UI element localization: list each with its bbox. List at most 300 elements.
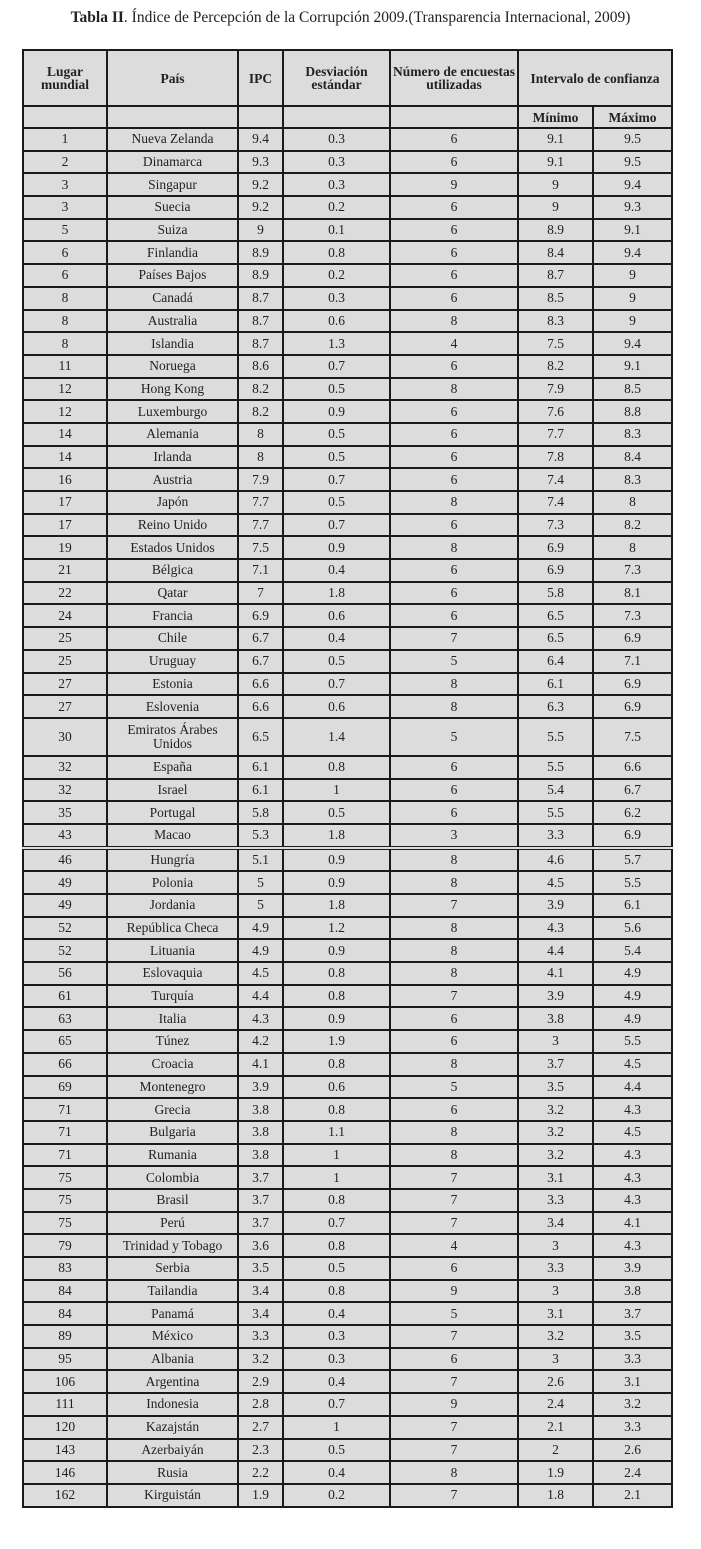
rank-cell: 146 xyxy=(23,1461,107,1484)
country-cell: Azerbaiyán xyxy=(107,1439,238,1462)
sd-cell: 0.5 xyxy=(283,801,390,824)
table-row xyxy=(23,894,672,917)
table-row xyxy=(23,514,672,537)
rank-cell: 162 xyxy=(23,1484,107,1507)
surveys-cell: 7 xyxy=(390,1212,518,1235)
sd-cell: 0.5 xyxy=(283,1439,390,1462)
ipc-cell: 6.1 xyxy=(238,756,283,779)
sd-cell: 0.6 xyxy=(283,695,390,718)
ipc-cell: 6.6 xyxy=(238,673,283,696)
sd-cell: 0.5 xyxy=(283,650,390,673)
max-cell: 3.9 xyxy=(593,1257,672,1280)
rank-cell: 6 xyxy=(23,264,107,287)
table-row xyxy=(23,1098,672,1121)
max-cell: 9 xyxy=(593,287,672,310)
min-cell: 7.4 xyxy=(518,491,593,514)
rank-cell: 61 xyxy=(23,985,107,1008)
rank-cell: 19 xyxy=(23,536,107,559)
table-row xyxy=(23,423,672,446)
rank-cell: 22 xyxy=(23,582,107,605)
min-cell: 5.5 xyxy=(518,756,593,779)
surveys-cell: 5 xyxy=(390,1076,518,1099)
rank-cell: 69 xyxy=(23,1076,107,1099)
table-row xyxy=(23,848,672,872)
table-row xyxy=(23,128,672,151)
min-cell: 6.4 xyxy=(518,650,593,673)
ipc-cell: 7.7 xyxy=(238,514,283,537)
min-cell: 3.5 xyxy=(518,1076,593,1099)
country-cell: Turquía xyxy=(107,985,238,1008)
surveys-cell: 7 xyxy=(390,894,518,917)
min-cell: 6.9 xyxy=(518,559,593,582)
country-cell: Finlandia xyxy=(107,241,238,264)
rank-cell: 89 xyxy=(23,1325,107,1348)
ipc-cell: 4.2 xyxy=(238,1030,283,1053)
rank-cell: 71 xyxy=(23,1144,107,1167)
max-cell: 2.1 xyxy=(593,1484,672,1507)
ipc-cell: 3.8 xyxy=(238,1121,283,1144)
sd-cell: 0.4 xyxy=(283,1461,390,1484)
sd-cell: 0.9 xyxy=(283,848,390,872)
min-cell: 7.7 xyxy=(518,423,593,446)
table-row xyxy=(23,1302,672,1325)
ipc-cell: 6.7 xyxy=(238,627,283,650)
header-empty xyxy=(390,106,518,128)
min-cell: 6.9 xyxy=(518,536,593,559)
surveys-cell: 7 xyxy=(390,627,518,650)
max-cell: 6.2 xyxy=(593,801,672,824)
ipc-cell: 8 xyxy=(238,446,283,469)
ipc-cell: 2.8 xyxy=(238,1393,283,1416)
rank-cell: 1 xyxy=(23,128,107,151)
sd-cell: 0.5 xyxy=(283,423,390,446)
table-row xyxy=(23,1212,672,1235)
header-empty xyxy=(23,106,107,128)
table-row xyxy=(23,1280,672,1303)
max-cell: 2.4 xyxy=(593,1461,672,1484)
ipc-cell: 5.8 xyxy=(238,801,283,824)
min-cell: 3 xyxy=(518,1348,593,1371)
max-cell: 8.5 xyxy=(593,378,672,401)
surveys-cell: 6 xyxy=(390,287,518,310)
ipc-cell: 2.2 xyxy=(238,1461,283,1484)
country-cell: Eslovenia xyxy=(107,695,238,718)
surveys-cell: 6 xyxy=(390,423,518,446)
min-cell: 8.2 xyxy=(518,355,593,378)
rank-cell: 49 xyxy=(23,871,107,894)
sd-cell: 0.1 xyxy=(283,219,390,242)
surveys-cell: 9 xyxy=(390,173,518,196)
min-cell: 5.4 xyxy=(518,779,593,802)
country-cell: República Checa xyxy=(107,917,238,940)
table-row xyxy=(23,1121,672,1144)
min-cell: 3 xyxy=(518,1234,593,1257)
surveys-cell: 6 xyxy=(390,219,518,242)
sd-cell: 0.4 xyxy=(283,1302,390,1325)
ipc-cell: 4.4 xyxy=(238,985,283,1008)
country-cell: Trinidad y Tobago xyxy=(107,1234,238,1257)
sd-cell: 0.8 xyxy=(283,241,390,264)
surveys-cell: 9 xyxy=(390,1280,518,1303)
rank-cell: 52 xyxy=(23,917,107,940)
sd-cell: 0.5 xyxy=(283,378,390,401)
table-row xyxy=(23,1484,672,1507)
max-cell: 5.7 xyxy=(593,848,672,872)
table-row xyxy=(23,1393,672,1416)
max-cell: 9 xyxy=(593,264,672,287)
table-row xyxy=(23,917,672,940)
rank-cell: 27 xyxy=(23,673,107,696)
table-row xyxy=(23,1257,672,1280)
min-cell: 3.1 xyxy=(518,1166,593,1189)
surveys-cell: 8 xyxy=(390,1053,518,1076)
table-row xyxy=(23,536,672,559)
sd-cell: 1.8 xyxy=(283,894,390,917)
max-cell: 4.3 xyxy=(593,1166,672,1189)
min-cell: 9.1 xyxy=(518,151,593,174)
table-row xyxy=(23,1053,672,1076)
max-cell: 8.2 xyxy=(593,514,672,537)
sd-cell: 0.6 xyxy=(283,604,390,627)
min-cell: 8.3 xyxy=(518,310,593,333)
surveys-cell: 6 xyxy=(390,559,518,582)
min-cell: 8.4 xyxy=(518,241,593,264)
rank-cell: 25 xyxy=(23,650,107,673)
sd-cell: 0.7 xyxy=(283,468,390,491)
max-cell: 6.9 xyxy=(593,673,672,696)
rank-cell: 2 xyxy=(23,151,107,174)
country-cell: España xyxy=(107,756,238,779)
surveys-cell: 6 xyxy=(390,801,518,824)
rank-cell: 75 xyxy=(23,1166,107,1189)
min-cell: 3.7 xyxy=(518,1053,593,1076)
rank-cell: 5 xyxy=(23,219,107,242)
min-cell: 3.9 xyxy=(518,985,593,1008)
ipc-cell: 6.9 xyxy=(238,604,283,627)
sd-cell: 1 xyxy=(283,1144,390,1167)
rank-cell: 75 xyxy=(23,1212,107,1235)
max-cell: 9.1 xyxy=(593,219,672,242)
rank-cell: 65 xyxy=(23,1030,107,1053)
sd-cell: 0.5 xyxy=(283,446,390,469)
country-cell: Emiratos Árabes Unidos xyxy=(107,718,238,756)
table-row xyxy=(23,1416,672,1439)
min-cell: 5.8 xyxy=(518,582,593,605)
ipc-cell: 2.9 xyxy=(238,1370,283,1393)
sd-cell: 0.9 xyxy=(283,1007,390,1030)
max-cell: 9.5 xyxy=(593,151,672,174)
min-cell: 3.9 xyxy=(518,894,593,917)
rank-cell: 3 xyxy=(23,196,107,219)
table-row xyxy=(23,151,672,174)
country-cell: Luxemburgo xyxy=(107,400,238,423)
surveys-cell: 7 xyxy=(390,1189,518,1212)
sd-cell: 0.2 xyxy=(283,196,390,219)
max-cell: 3.8 xyxy=(593,1280,672,1303)
surveys-cell: 6 xyxy=(390,582,518,605)
sd-cell: 0.3 xyxy=(283,1348,390,1371)
table-row xyxy=(23,468,672,491)
max-cell: 6.7 xyxy=(593,779,672,802)
table-row xyxy=(23,582,672,605)
surveys-cell: 6 xyxy=(390,400,518,423)
surveys-cell: 6 xyxy=(390,151,518,174)
country-cell: Uruguay xyxy=(107,650,238,673)
max-cell: 4.5 xyxy=(593,1053,672,1076)
max-cell: 7.1 xyxy=(593,650,672,673)
sd-cell: 0.6 xyxy=(283,310,390,333)
table-row xyxy=(23,173,672,196)
sd-cell: 1 xyxy=(283,779,390,802)
surveys-cell: 8 xyxy=(390,378,518,401)
sd-cell: 0.9 xyxy=(283,536,390,559)
table-row xyxy=(23,1234,672,1257)
rank-cell: 56 xyxy=(23,962,107,985)
rank-cell: 30 xyxy=(23,718,107,756)
max-cell: 9.4 xyxy=(593,241,672,264)
table-row xyxy=(23,287,672,310)
min-cell: 3.2 xyxy=(518,1144,593,1167)
ipc-cell: 6.6 xyxy=(238,695,283,718)
sd-cell: 1.8 xyxy=(283,582,390,605)
ipc-cell: 8.9 xyxy=(238,264,283,287)
sd-cell: 1.9 xyxy=(283,1030,390,1053)
sd-cell: 1.8 xyxy=(283,824,390,848)
header-ipc: IPC xyxy=(238,50,283,106)
min-cell: 7.8 xyxy=(518,446,593,469)
table-row xyxy=(23,400,672,423)
rank-cell: 8 xyxy=(23,310,107,333)
min-cell: 9 xyxy=(518,196,593,219)
rank-cell: 35 xyxy=(23,801,107,824)
max-cell: 8.8 xyxy=(593,400,672,423)
max-cell: 3.3 xyxy=(593,1348,672,1371)
min-cell: 7.6 xyxy=(518,400,593,423)
max-cell: 6.9 xyxy=(593,695,672,718)
sd-cell: 0.5 xyxy=(283,1257,390,1280)
max-cell: 4.3 xyxy=(593,1189,672,1212)
ipc-cell: 8.7 xyxy=(238,310,283,333)
country-cell: Italia xyxy=(107,1007,238,1030)
rank-cell: 52 xyxy=(23,939,107,962)
sd-cell: 0.4 xyxy=(283,1370,390,1393)
surveys-cell: 7 xyxy=(390,1416,518,1439)
table-row xyxy=(23,241,672,264)
max-cell: 3.5 xyxy=(593,1325,672,1348)
header-sd: Desviación estándar xyxy=(283,50,390,106)
country-cell: Macao xyxy=(107,824,238,848)
surveys-cell: 8 xyxy=(390,536,518,559)
table-caption xyxy=(0,9,701,27)
max-cell: 3.3 xyxy=(593,1416,672,1439)
rank-cell: 83 xyxy=(23,1257,107,1280)
surveys-cell: 8 xyxy=(390,1461,518,1484)
rank-cell: 95 xyxy=(23,1348,107,1371)
surveys-cell: 8 xyxy=(390,848,518,872)
ipc-cell: 7.7 xyxy=(238,491,283,514)
rank-cell: 71 xyxy=(23,1098,107,1121)
country-cell: Lituania xyxy=(107,939,238,962)
max-cell: 8.3 xyxy=(593,468,672,491)
ipc-cell: 5 xyxy=(238,894,283,917)
max-cell: 8 xyxy=(593,536,672,559)
table-row xyxy=(23,491,672,514)
min-cell: 1.9 xyxy=(518,1461,593,1484)
max-cell: 4.3 xyxy=(593,1144,672,1167)
min-cell: 6.1 xyxy=(518,673,593,696)
table-row xyxy=(23,962,672,985)
table-row xyxy=(23,1461,672,1484)
min-cell: 7.5 xyxy=(518,332,593,355)
surveys-cell: 6 xyxy=(390,241,518,264)
country-cell: Dinamarca xyxy=(107,151,238,174)
max-cell: 3.1 xyxy=(593,1370,672,1393)
ipc-cell: 9.2 xyxy=(238,196,283,219)
max-cell: 9.4 xyxy=(593,332,672,355)
sd-cell: 0.9 xyxy=(283,400,390,423)
table-row xyxy=(23,1439,672,1462)
surveys-cell: 5 xyxy=(390,650,518,673)
rank-cell: 17 xyxy=(23,514,107,537)
rank-cell: 8 xyxy=(23,287,107,310)
max-cell: 7.3 xyxy=(593,559,672,582)
country-cell: Tailandia xyxy=(107,1280,238,1303)
ipc-cell: 4.9 xyxy=(238,939,283,962)
country-cell: Grecia xyxy=(107,1098,238,1121)
rank-cell: 32 xyxy=(23,756,107,779)
rank-cell: 24 xyxy=(23,604,107,627)
rank-cell: 3 xyxy=(23,173,107,196)
sd-cell: 0.4 xyxy=(283,627,390,650)
min-cell: 4.5 xyxy=(518,871,593,894)
header-empty xyxy=(283,106,390,128)
sd-cell: 0.2 xyxy=(283,264,390,287)
sd-cell: 0.7 xyxy=(283,1212,390,1235)
max-cell: 7.3 xyxy=(593,604,672,627)
country-cell: Indonesia xyxy=(107,1393,238,1416)
ipc-cell: 2.3 xyxy=(238,1439,283,1462)
ipc-cell: 3.8 xyxy=(238,1144,283,1167)
country-cell: Kazajstán xyxy=(107,1416,238,1439)
surveys-cell: 6 xyxy=(390,128,518,151)
country-cell: Montenegro xyxy=(107,1076,238,1099)
sd-cell: 0.9 xyxy=(283,871,390,894)
country-cell: Panamá xyxy=(107,1302,238,1325)
max-cell: 5.5 xyxy=(593,1030,672,1053)
min-cell: 3.3 xyxy=(518,1257,593,1280)
rank-cell: 66 xyxy=(23,1053,107,1076)
max-cell: 4.5 xyxy=(593,1121,672,1144)
sd-cell: 0.4 xyxy=(283,559,390,582)
surveys-cell: 4 xyxy=(390,1234,518,1257)
country-cell: Rusia xyxy=(107,1461,238,1484)
country-cell: Suiza xyxy=(107,219,238,242)
min-cell: 8.5 xyxy=(518,287,593,310)
surveys-cell: 6 xyxy=(390,446,518,469)
surveys-cell: 6 xyxy=(390,264,518,287)
sd-cell: 1 xyxy=(283,1166,390,1189)
ipc-cell: 6.7 xyxy=(238,650,283,673)
ipc-cell: 3.5 xyxy=(238,1257,283,1280)
max-cell: 4.1 xyxy=(593,1212,672,1235)
ipc-cell: 3.4 xyxy=(238,1280,283,1303)
surveys-cell: 6 xyxy=(390,468,518,491)
ipc-cell: 4.3 xyxy=(238,1007,283,1030)
country-cell: Austria xyxy=(107,468,238,491)
country-cell: Islandia xyxy=(107,332,238,355)
country-cell: Reino Unido xyxy=(107,514,238,537)
sd-cell: 1.2 xyxy=(283,917,390,940)
table-row xyxy=(23,1144,672,1167)
country-cell: Qatar xyxy=(107,582,238,605)
header-confidence-interval: Intervalo de confianza xyxy=(518,50,672,106)
sd-cell: 0.9 xyxy=(283,939,390,962)
ipc-cell: 3.9 xyxy=(238,1076,283,1099)
min-cell: 3.2 xyxy=(518,1121,593,1144)
sd-cell: 0.2 xyxy=(283,1484,390,1507)
ipc-cell: 3.8 xyxy=(238,1098,283,1121)
country-cell: Singapur xyxy=(107,173,238,196)
table-row xyxy=(23,756,672,779)
country-cell: Estonia xyxy=(107,673,238,696)
min-cell: 2.1 xyxy=(518,1416,593,1439)
surveys-cell: 8 xyxy=(390,695,518,718)
max-cell: 2.6 xyxy=(593,1439,672,1462)
surveys-cell: 8 xyxy=(390,962,518,985)
rank-cell: 84 xyxy=(23,1302,107,1325)
country-cell: Kirguistán xyxy=(107,1484,238,1507)
sd-cell: 0.7 xyxy=(283,514,390,537)
min-cell: 8.7 xyxy=(518,264,593,287)
min-cell: 5.5 xyxy=(518,801,593,824)
table-row xyxy=(23,332,672,355)
surveys-cell: 8 xyxy=(390,1144,518,1167)
ipc-cell: 8.9 xyxy=(238,241,283,264)
table-row xyxy=(23,378,672,401)
sd-cell: 1.4 xyxy=(283,718,390,756)
surveys-cell: 6 xyxy=(390,756,518,779)
table-row xyxy=(23,779,672,802)
min-cell: 2.4 xyxy=(518,1393,593,1416)
surveys-cell: 6 xyxy=(390,514,518,537)
ipc-cell: 9 xyxy=(238,219,283,242)
surveys-cell: 6 xyxy=(390,1030,518,1053)
surveys-cell: 6 xyxy=(390,779,518,802)
rank-cell: 6 xyxy=(23,241,107,264)
table-body xyxy=(23,128,672,1507)
surveys-cell: 5 xyxy=(390,1302,518,1325)
ipc-cell: 3.3 xyxy=(238,1325,283,1348)
table-row xyxy=(23,1030,672,1053)
min-cell: 3 xyxy=(518,1280,593,1303)
min-cell: 4.1 xyxy=(518,962,593,985)
table-row xyxy=(23,1325,672,1348)
min-cell: 3.2 xyxy=(518,1098,593,1121)
sd-cell: 1 xyxy=(283,1416,390,1439)
sd-cell: 0.8 xyxy=(283,962,390,985)
surveys-cell: 6 xyxy=(390,604,518,627)
sd-cell: 0.8 xyxy=(283,985,390,1008)
rank-cell: 12 xyxy=(23,400,107,423)
max-cell: 4.4 xyxy=(593,1076,672,1099)
header-min: Mínimo xyxy=(518,106,593,128)
min-cell: 2.6 xyxy=(518,1370,593,1393)
min-cell: 7.3 xyxy=(518,514,593,537)
country-cell: México xyxy=(107,1325,238,1348)
header-empty xyxy=(238,106,283,128)
ipc-cell: 8.7 xyxy=(238,332,283,355)
country-cell: Albania xyxy=(107,1348,238,1371)
